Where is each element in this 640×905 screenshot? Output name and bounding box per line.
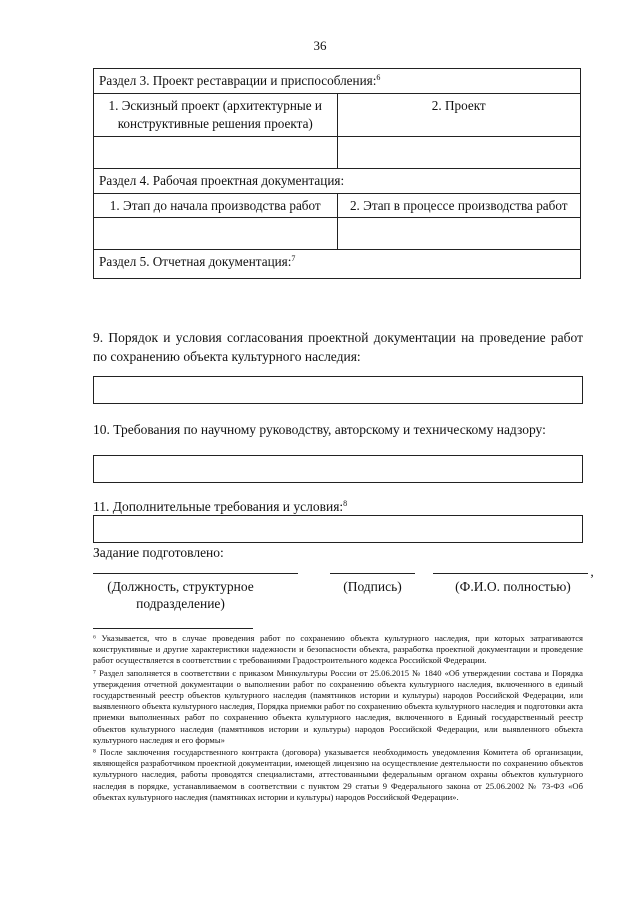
table-row xyxy=(94,94,581,137)
name-label: (Ф.И.О. полностью) xyxy=(455,579,571,594)
section3-col1-input[interactable] xyxy=(94,136,338,168)
item10-heading: 10. Требования по научному руководству, авторскому и техническому надзору: xyxy=(93,422,546,437)
table-row xyxy=(94,250,581,279)
footnote-6: ⁶ Указывается, что в случае проведения работ по сохранению объекта культурного наследия, при которых затрагиваются конструктивные и другие характеристики надежности и безопасности объекта, разработка проектной документации и проведение работ осуществляется в соответствии с требованиями Градостроительного кодекса Российской Федерации. xyxy=(93,633,583,666)
signature-line[interactable] xyxy=(330,573,415,574)
project-documentation-table xyxy=(93,68,581,279)
section5-header: Раздел 5. Отчетная документация:$^7$ xyxy=(94,250,581,279)
footnote-7: ⁷ Раздел заполняется в соответствии с приказом Минкультуры России от 25.06.2015 № 1840 «Об утверждении состава и Порядка утверждения отчетной документации о выполнении работ по сохранению объекта культурного наследия, включенного в единый государственный реестр объектов культурного наследия (памятников истории и культуры) народов Российской Федерации, или выявленного объекта культурного наследия, Порядка приемки работ по сохранению объекта культурного наследия и подготовки акта приемки выполненных работ по сохранению объекта культурного наследия, включенного в Единый государственный реестр объектов культурного наследия (памятников истории и культуры) народов Российской Федерации, или выявленного объекта культурного наследия и его формы» xyxy=(93,667,583,745)
table-row xyxy=(94,69,581,94)
footnotes xyxy=(93,633,583,804)
section4-col1-input[interactable] xyxy=(94,218,338,250)
item11-input-box[interactable] xyxy=(93,515,583,543)
page-number: 36 xyxy=(313,38,327,53)
section3-col1: 1. Эскизный проект (архитектурные и конструктивные решения проекта) xyxy=(94,94,338,137)
section3-col2-input[interactable] xyxy=(337,136,581,168)
footnote-ref-8: 8 xyxy=(343,499,348,508)
section4-col2: 2. Этап в процессе производства работ xyxy=(337,193,581,218)
item10-input-box[interactable] xyxy=(93,455,583,483)
prepared-by-label: Задание подготовлено: xyxy=(93,545,224,560)
table-row xyxy=(94,193,581,218)
footnote-separator xyxy=(93,628,253,629)
section4-col1: 1. Этап до начала производства работ xyxy=(94,193,338,218)
table-row xyxy=(94,218,581,250)
name-line[interactable] xyxy=(433,573,588,574)
footnote-8: ⁸ После заключения государственного контракта (договора) указывается необходимость уведомления Комитета об организации, являющейся разработчиком проектной документации, имеющей лицензию на осуществление деятельности по сохранению объектов культурного наследия, работы проводятся специалистами, аттестованными федеральным органом охраны объектов культурного наследия в порядке, устанавливаемом в соответствии с пунктом 29 статьи 9 Федерального закона от 25.06.2002 № 73-ФЗ «Об объектах культурного наследия (памятниках истории и культуры) народов Российской Федерации». xyxy=(93,747,583,802)
footnote-ref-7: 7 xyxy=(291,254,296,264)
table-row xyxy=(94,168,581,193)
item11-heading: 11. Дополнительные требования и условия:$^8$ xyxy=(93,499,348,514)
signature-label: (Подпись) xyxy=(343,579,402,594)
trailing-comma: , xyxy=(590,564,594,579)
table-row xyxy=(94,136,581,168)
position-label: (Должность, структурное подразделение) xyxy=(107,579,254,611)
section4-col2-input[interactable] xyxy=(337,218,581,250)
item9-input-box[interactable] xyxy=(93,376,583,404)
item9-heading: 9. Порядок и условия согласования проектной документации на проведение работ по сохранению объекта культурного наследия: xyxy=(93,330,583,364)
section3-col2: 2. Проект xyxy=(337,94,581,137)
section4-header: Раздел 4. Рабочая проектная документация: xyxy=(94,168,581,193)
footnote-ref-6: 6 xyxy=(376,73,381,82)
position-line[interactable] xyxy=(93,573,298,574)
section3-header: Раздел 3. Проект реставрации и приспособления:$^6$ xyxy=(94,69,581,94)
